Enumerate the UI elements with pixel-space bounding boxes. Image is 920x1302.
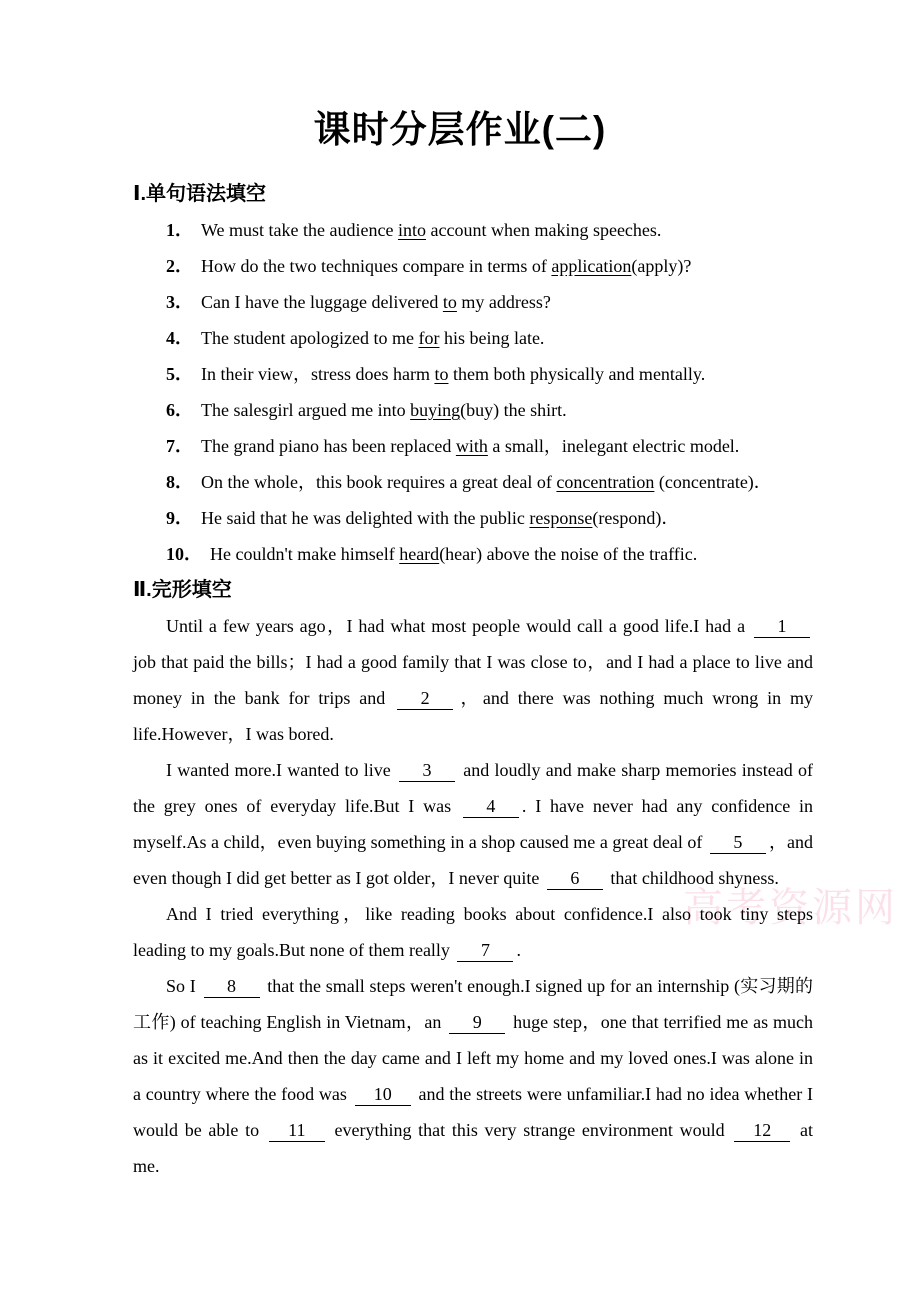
cloze-blank: 7 [457, 940, 513, 962]
exercise-item: 3． Can I have the luggage delivered to my address? [166, 292, 551, 312]
underlined-answer: for [418, 328, 440, 348]
item-number: 7． [166, 436, 193, 456]
section1-heading: Ⅰ.单句语法填空 [133, 183, 266, 205]
item-number: 1． [166, 220, 193, 240]
cloze-blank: 6 [547, 868, 603, 890]
exercise-item: 5． In their view，stress does harm to them both physically and mentally. [166, 364, 706, 384]
underlined-answer: application [551, 256, 632, 276]
item-number: 3． [166, 292, 193, 312]
underlined-answer: to [434, 364, 449, 384]
exercise-item: 6． The salesgirl argued me into buying(buy) the shirt. [166, 400, 567, 420]
section2-heading: Ⅱ.完形填空 [133, 579, 232, 601]
cloze-blank: 5 [710, 832, 766, 854]
cloze-paragraph: Until a few years ago，I had what most people would call a good life.I had a 1 job that paid the bills；I had a good family that I was close to，and I had a place to live and money in the bank for trips and 2 ，and there was nothing much wrong in my life.However，I was bored. [133, 616, 813, 744]
cloze-blank: 3 [399, 760, 455, 782]
underlined-answer: to [442, 292, 457, 312]
underlined-answer: buying [410, 400, 461, 420]
cloze-blank: 12 [734, 1120, 790, 1142]
page-title: 课时分层作业(二) [313, 109, 607, 150]
item-number: 9． [166, 508, 193, 528]
cloze-blank: 11 [269, 1120, 325, 1142]
underlined-answer: with [455, 436, 488, 456]
cloze-blank: 9 [449, 1012, 505, 1034]
cloze-blank: 2 [397, 688, 453, 710]
underlined-answer: concentration [556, 472, 655, 492]
cloze-paragraph: I wanted more.I wanted to live 3 and loudly and make sharp memories instead of the grey ones of everyday life.But I was 4 . I have never had any confidence in myself.As a child，even buying something in a shop caused me a great deal of 5 ，and even though I did get better as I got older，I never quite 6 that childhood shyness. [133, 760, 813, 888]
exercise-item: 9． He said that he was delighted with the public response(respond)． [166, 508, 680, 528]
underlined-answer: into [397, 220, 426, 240]
exercise-item: 8． On the whole，this book requires a great deal of concentration (concentrate)． [166, 472, 772, 492]
cloze-blank: 4 [463, 796, 519, 818]
exercise-item: 10． He couldn't make himself heard(hear) above the noise of the traffic. [166, 544, 698, 564]
section1-items [133, 212, 813, 572]
item-number: 2． [166, 256, 193, 276]
item-number: 8． [166, 472, 193, 492]
cloze-paragraph: And I tried everything，like reading books about confidence.I also took tiny steps leading to my goals.But none of them really 7 . [133, 904, 813, 960]
cloze-blank: 8 [204, 976, 260, 998]
exercise-item: 7． The grand piano has been replaced with a small，inelegant electric model. [166, 436, 740, 456]
exercise-item: 2． How do the two techniques compare in terms of application(apply)? [166, 256, 692, 276]
section2-paragraphs [133, 608, 813, 1184]
cloze-blank: 10 [355, 1084, 411, 1106]
cloze-paragraph: So I 8 that the small steps weren't enough.I signed up for an internship (实习期的工作) of teaching English in Vietnam，an 9 huge step，one that terrified me as much as it excited me.And then the day came and I left my home and my loved ones.I was alone in a country where the food was 10 and the streets were unfamiliar.I had no idea whether I would be able to 11 everything that this very strange environment would 12 at me. [133, 976, 813, 1176]
item-number: 5． [166, 364, 193, 384]
underlined-answer: heard [399, 544, 440, 564]
item-number: 6． [166, 400, 193, 420]
item-number: 10． [166, 544, 202, 564]
worksheet-content [133, 176, 813, 1184]
watermark: 高考资源网 [683, 886, 898, 930]
exercise-item: 4． The student apologized to me for his being late. [166, 328, 545, 348]
item-number: 4． [166, 328, 193, 348]
cloze-blank: 1 [754, 616, 810, 638]
exercise-item: 1． We must take the audience into account when making speeches. [166, 220, 662, 240]
underlined-answer: response [529, 508, 593, 528]
